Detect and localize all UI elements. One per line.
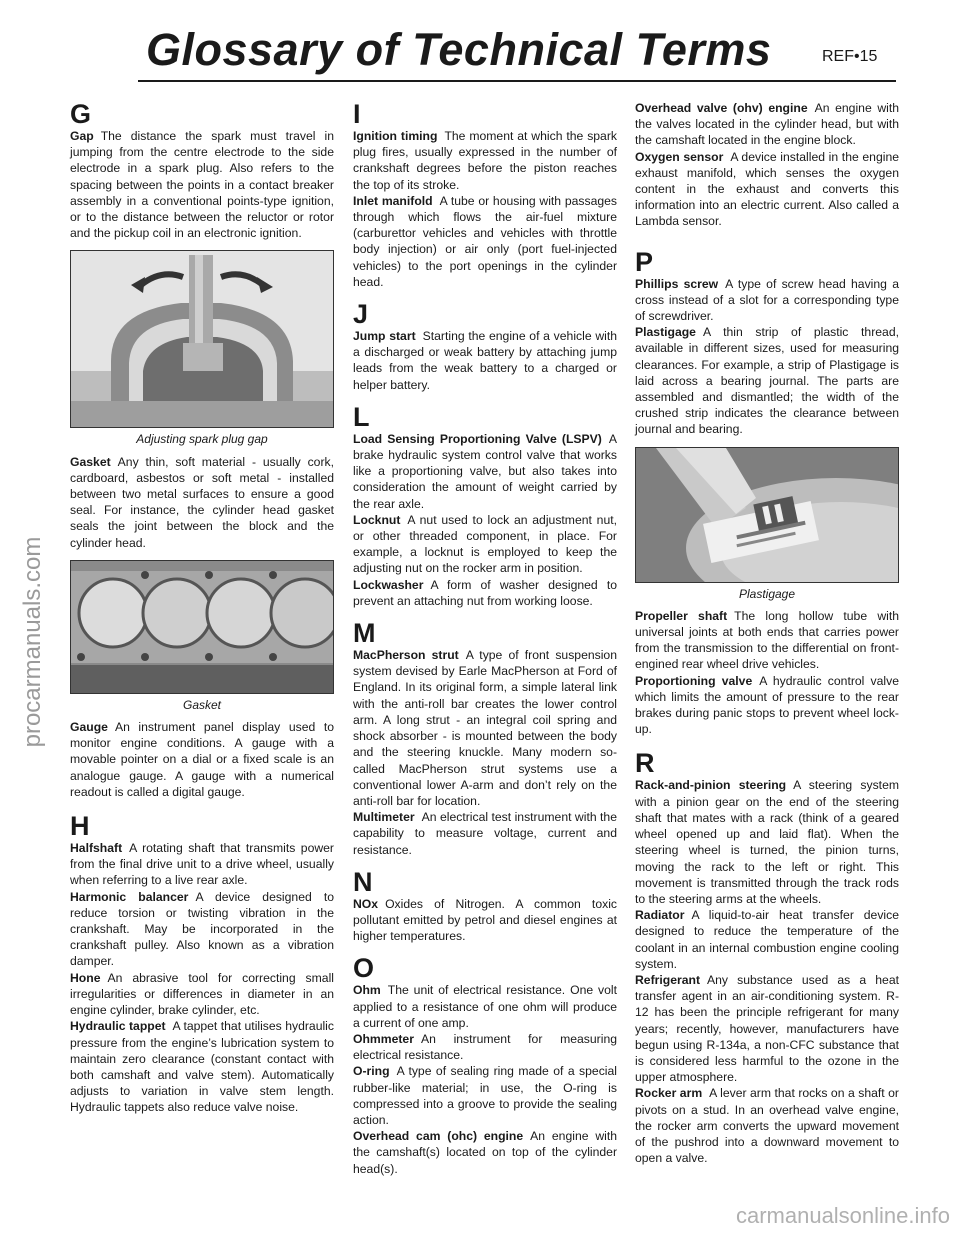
definition-hone: An abrasive tool for correcting small irregularities or differences in diameter in an engine cylinder, brake cylinder, etc.: [70, 970, 334, 1018]
definition-halfshaft: A rotating shaft that transmits power from the final drive unit to a drive wheel, usually when referring to a live rear axle.: [70, 841, 334, 888]
section-letter-o: O: [353, 953, 375, 984]
definition-ohc-engine: An engine with the camshaft(s) located on top of the cylinder head(s).: [353, 1129, 618, 1176]
entry-rack-and-pinion: [635, 777, 899, 907]
section-letter-m: M: [353, 618, 376, 649]
definition-ohv-engine: An engine with the valves located in the cylinder head, but with the camshaft located in the engine block.: [635, 101, 899, 148]
definition-gap: The distance the spark must travel in jumping from the centre electrode to the side electrode in a spark plug. Also refers to the spacing between the points in a contact breaker assembly in a conventional points-type ignition, or to the distance between the reluctor or rotor and the pickup coil in an electronic ignition.: [70, 129, 334, 241]
term-inlet-manifold: Inlet manifold: [353, 193, 433, 208]
definition-radiator: A liquid-to-air heat transfer device designed to reduce the temperature of the coolant in an internal combustion engine cooling system.: [635, 908, 899, 971]
entry-rocker-arm: [635, 1085, 899, 1166]
definition-gauge: An instrument panel display used to monitor engine conditions. A gauge with a movable pointer on a dial or a fixed scale is an analogue gauge. A gauge with a numerical readout is called a digital gauge.: [70, 720, 334, 799]
term-o-ring: O-ring: [353, 1064, 390, 1079]
term-ohmmeter: Ohmmeter: [353, 1031, 414, 1046]
definition-nox: Oxides of Nitrogen. A common toxic pollutant emitted by petrol and diesel engines at higher temperatures.: [353, 896, 617, 944]
term-gauge: Gauge: [70, 720, 108, 735]
section-letter-g: G: [70, 99, 92, 129]
section-letter-l: L: [353, 401, 370, 432]
side-watermark: [3, 500, 47, 800]
figure-gasket: [70, 560, 334, 713]
term-ohc-engine: Overhead cam (ohc) engine: [353, 1129, 524, 1144]
entry-ohc-engine: [353, 1128, 617, 1177]
definition-ohmmeter: An instrument for measuring electrical resistance.: [353, 1031, 617, 1063]
section-letter-i: I: [353, 99, 361, 129]
section-letter-n: N: [353, 866, 373, 897]
definition-locknut: A nut used to lock an adjustment nut, or other threaded component, in place. For example, a locknut is employed to keep the adjusting nut on the rocker arm in position.: [353, 512, 617, 576]
caption-gasket: Gasket: [182, 697, 221, 712]
figure-plastigage: [635, 447, 899, 602]
term-refrigerant: Refrigerant: [635, 972, 701, 987]
entry-halfshaft: [70, 840, 334, 889]
entry-inlet-manifold: [353, 193, 617, 290]
page-title: Glossary of Technical Terms: [146, 24, 772, 75]
definition-propeller-shaft: The long hollow tube with universal joints at both ends that carries power from the transmission to the differential on front-engined rear wheel drive vehicles.: [635, 608, 899, 672]
term-lspv: Load Sensing Proportioning Valve (LSPV): [353, 431, 602, 446]
entry-jump-start: [353, 328, 617, 393]
entry-o-ring: [353, 1063, 617, 1128]
definition-jump-start: Starting the engine of a vehicle with a discharged or weak battery by attaching jump leads from the weak battery to a charged or helper battery.: [353, 329, 617, 392]
entry-nox: [353, 896, 617, 945]
term-harmonic-balancer: Harmonic balancer: [70, 889, 189, 904]
definition-gasket: Any thin, soft material - usually cork, cardboard, asbestos or soft metal - installed between two metal surfaces to ensure a good seal. For instance, the cylinder head gasket seals the joint between the block and the cylinder head.: [70, 454, 334, 550]
definition-harmonic-balancer: A device designed to reduce torsion or twisting vibration in the crankshaft. May be incorporated in the crankshaft pulley. Also known as a vibration damper.: [70, 889, 335, 969]
definition-o-ring: A type of sealing ring made of a special rubber-like material; in use, the O-ring is compressed into a groove to provide the sealing action.: [353, 1064, 617, 1127]
term-locknut: Locknut: [353, 512, 401, 527]
definition-ohm: The unit of electrical resistance. One volt applied to a resistance of one ohm will produce a current of one amp.: [353, 983, 617, 1030]
definition-oxygen-sensor: A device installed in the engine exhaust manifold, which senses the oxygen content in the exhaust and converts this information into an electric current. Also called a Lambda sensor.: [635, 149, 900, 229]
term-hydraulic-tappet: Hydraulic tappet: [70, 1019, 166, 1034]
term-proportioning-valve: Proportioning valve: [635, 673, 753, 688]
term-ohv-engine: Overhead valve (ohv) engine: [635, 101, 808, 115]
caption-plastigage: Plastigage: [738, 586, 796, 601]
definition-rack-and-pinion: A steering system with a pinion gear on the end of the steering shaft that mates with a rack (think of a geared wheel opened up and laid flat). When the steering wheel is turned, the pinion turns, moving the rack to the left or right. This movement is transmitted through the track rods to the steering arms at the wheels.: [635, 778, 899, 906]
entry-lspv: [353, 431, 617, 512]
side-watermark-text: procarmanuals.com: [19, 536, 46, 748]
column-1: [70, 100, 334, 1116]
term-rocker-arm: Rocker arm: [635, 1086, 703, 1101]
term-halfshaft: Halfshaft: [70, 841, 123, 856]
entry-ohm: [353, 982, 617, 1031]
term-macpherson-strut: MacPherson strut: [353, 648, 459, 663]
entry-multimeter: [353, 809, 617, 858]
definition-lockwasher: A form of washer designed to prevent an attaching nut from working loose.: [353, 577, 617, 608]
definition-proportioning-valve: A hydraulic control valve which limits the amount of pressure to the rear brakes during panic stops to prevent wheel lock-up.: [635, 673, 899, 737]
definition-multimeter: An electrical test instrument with the capability to measure voltage, current and resistance.: [353, 810, 617, 857]
term-radiator: Radiator: [635, 908, 685, 923]
entry-ohmmeter: [353, 1031, 617, 1063]
bottom-watermark: carmanualsonline.info: [735, 1203, 950, 1228]
definition-lspv: A brake hydraulic system control valve that works like a proportioning valve, but also takes into consideration the amount of weight carried by the rear axle.: [353, 431, 617, 511]
entry-locknut: [353, 512, 617, 577]
entry-gauge: [70, 719, 334, 800]
plastigage-illustration: [636, 448, 899, 583]
figure-spark-plug: [70, 250, 334, 447]
definition-plastigage: A thin strip of plastic thread, available in different sizes, used for measuring clearances. For example, a strip of Plastigage is laid across a bearing journal. The parts are assembled and dismantled; the width of the crushed strip indicates the clearance between journal and bearing.: [635, 325, 899, 437]
entry-gasket: [70, 454, 334, 551]
definition-rocker-arm: A lever arm that rocks on a shaft or pivots on a stud. In an overhead valve engine, the rocker arm converts the upward movement of the pushrod into a downward movement to open a valve.: [635, 1086, 899, 1166]
section-letter-p: P: [635, 246, 654, 277]
section-letter-r: R: [635, 748, 655, 779]
term-oxygen-sensor: Oxygen sensor: [635, 149, 724, 164]
term-propeller-shaft: Propeller shaft: [635, 608, 728, 623]
header-rule: [138, 80, 896, 82]
entry-proportioning-valve: [635, 673, 899, 738]
definition-phillips-screw: A type of screw head having a cross instead of a slot for a corresponding type of screwdriver.: [635, 276, 899, 324]
definition-ignition-timing: The moment at which the spark plug fires, usually expressed in the number of crankshaft degrees before the piston reaches the top of its stroke.: [353, 129, 617, 192]
definition-hydraulic-tappet: A tappet that utilises hydraulic pressure from the engine’s lubrication system to maintain zero clearance (constant contact with both camshaft and valve stem). Automatically adjusts to variation in valve stem length. Hydraulic tappets also reduce valve noise.: [70, 1019, 334, 1115]
term-phillips-screw: Phillips screw: [635, 276, 719, 291]
section-letter-j: J: [353, 299, 369, 330]
term-nox: NOx: [353, 896, 379, 911]
term-rack-and-pinion: Rack-and-pinion steering: [635, 778, 787, 793]
caption-spark-plug: Adjusting spark plug gap: [136, 432, 268, 447]
entry-ignition-timing: [353, 128, 617, 193]
definition-macpherson-strut: A type of front suspension system devised by Earle MacPherson at Ford of England. In its original form, a simple lateral link with the anti-roll bar creates the lower control arm. A long strut - an integral coil spring and shock absorber - is mounted between the body and the steering knuckle. Many modern so-called MacPherson strut systems use a conventional lower A-arm and don’t rely on the anti-roll bar for location.: [353, 648, 617, 808]
plastigage-photo: [635, 447, 899, 583]
term-multimeter: Multimeter: [353, 810, 415, 825]
section-letter-h: H: [70, 811, 90, 842]
term-plastigage: Plastigage: [635, 325, 696, 340]
spark-plug-photo: [70, 250, 334, 428]
gasket-illustration: [71, 561, 334, 694]
definition-inlet-manifold: A tube or housing with passages through which flows the air-fuel mixture (carburettor vehicles and vehicles with throttle body injection) or air only (port fuel-injected vehicles) to the port openings in the cylinder head.: [353, 193, 618, 289]
term-gasket: Gasket: [70, 454, 111, 469]
entry-refrigerant: [635, 972, 899, 1085]
entry-plastigage: [635, 324, 899, 437]
column-3: [635, 100, 899, 1166]
term-gap: Gap: [70, 129, 94, 143]
entry-propeller-shaft: [635, 608, 899, 673]
entry-harmonic-balancer: [70, 889, 334, 970]
term-ignition-timing: Ignition timing: [353, 129, 438, 143]
entry-gap: [70, 128, 334, 241]
term-jump-start: Jump start: [353, 329, 416, 344]
entry-ohv-engine: [635, 100, 899, 149]
entry-radiator: [635, 907, 899, 972]
term-hone: Hone: [70, 970, 101, 985]
definition-refrigerant: Any substance used as a heat transfer agent in an air-conditioning system. R-12 has been the principle refrigerant for many years; recently, however, manufacturers have begun using R-134a, a non-CFC substance that is considered less harmful to the ozone in the upper atmosphere.: [635, 972, 899, 1085]
column-2: [353, 100, 617, 1177]
term-lockwasher: Lockwasher: [353, 577, 424, 592]
entry-hone: [70, 970, 334, 1019]
entry-oxygen-sensor: [635, 149, 899, 230]
entry-lockwasher: [353, 577, 617, 609]
term-ohm: Ohm: [353, 983, 381, 998]
page-header: [0, 18, 960, 88]
entry-phillips-screw: [635, 276, 899, 325]
spark-plug-illustration: [71, 251, 334, 428]
entry-hydraulic-tappet: [70, 1018, 334, 1115]
gasket-photo: [70, 560, 334, 694]
entry-macpherson-strut: [353, 647, 617, 809]
page-reference: REF•15: [822, 48, 878, 65]
